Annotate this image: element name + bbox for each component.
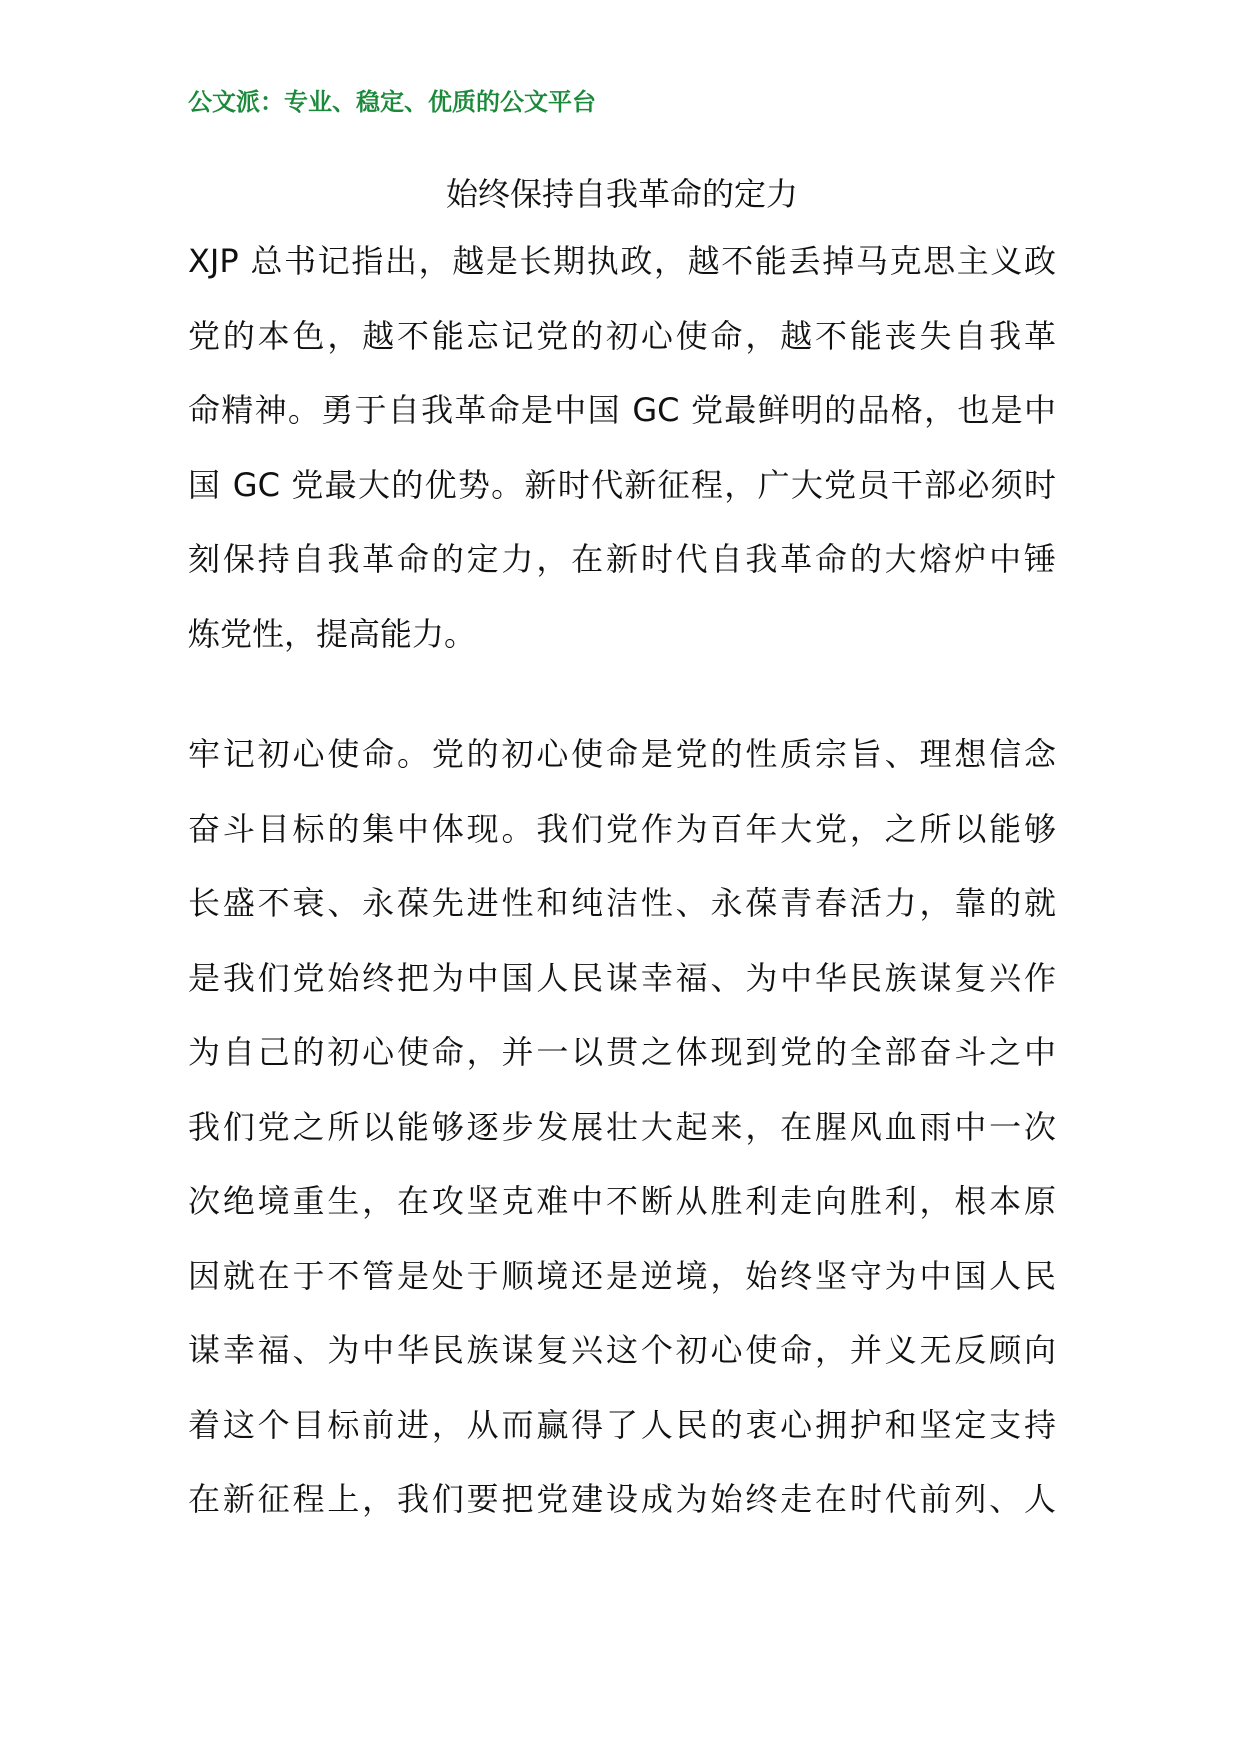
text-line: 奋斗目标的集中体现。我们党作为百年大党，之所以能够 (188, 809, 1056, 848)
text-line: 命精神。勇于自我革命是中国 GC 党最鲜明的品格，也是中 (188, 391, 1056, 429)
text-line: 为自己的初心使命，并一以贯之体现到党的全部奋斗之中 (188, 1033, 1056, 1071)
text-line: 刻保持自我革命的定力，在新时代自我革命的大熔炉中锤 (188, 540, 1056, 578)
paragraph-intro (188, 224, 1056, 671)
text-line: 在新征程上，我们要把党建设成为始终走在时代前列、人 (188, 1480, 1056, 1518)
text-line: 长盛不衰、永葆先进性和纯洁性、永葆青春活力，靠的就 (188, 884, 1056, 922)
text-line: 党的本色，越不能忘记党的初心使命，越不能丧失自我革 (188, 316, 1056, 355)
paragraph-initial-mission (188, 717, 1056, 1537)
text-line: 着这个目标前进，从而赢得了人民的衷心拥护和坚定支持 (188, 1405, 1056, 1444)
text-line: 我们党之所以能够逐步发展壮大起来，在腥风血雨中一次 (188, 1107, 1056, 1146)
site-header: 公文派：专业、稳定、优质的公文平台 (188, 88, 596, 116)
text-line: 次绝境重生，在攻坚克难中不断从胜利走向胜利，根本原 (188, 1182, 1056, 1220)
article-title: 始终保持自我革命的定力 (445, 175, 798, 213)
text-line: 谋幸福、为中华民族谋复兴这个初心使命，并义无反顾向 (188, 1331, 1056, 1369)
text-line: 牢记初心使命。党的初心使命是党的性质宗旨、理想信念 (188, 735, 1056, 773)
text-line: 是我们党始终把为中国人民谋幸福、为中华民族谋复兴作 (188, 958, 1056, 997)
text-line: 国 GC 党最大的优势。新时代新征程，广大党员干部必须时 (188, 465, 1056, 504)
text-line: 炼党性，提高能力。 (188, 614, 477, 653)
text-line: XJP 总书记指出，越是长期执政，越不能丢掉马克思主义政 (188, 242, 1056, 280)
text-line: 因就在于不管是处于顺境还是逆境，始终坚守为中国人民 (188, 1256, 1056, 1295)
